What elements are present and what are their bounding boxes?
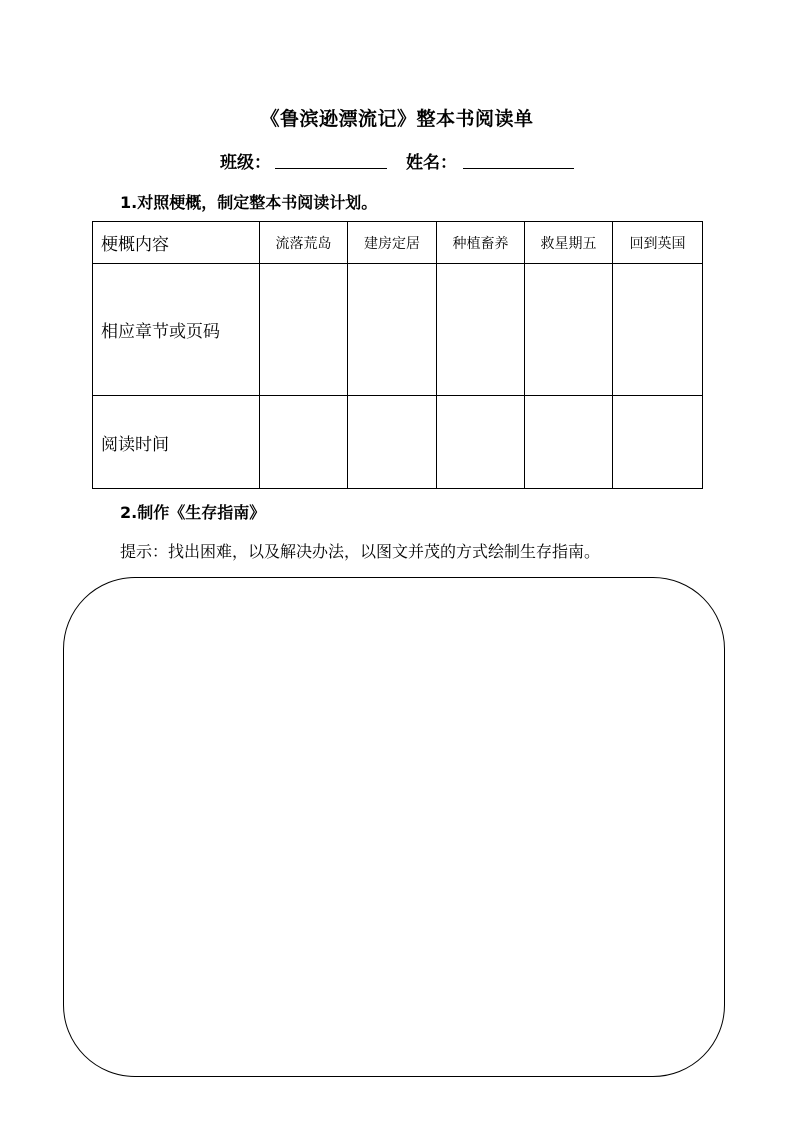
student-info-row	[0, 148, 794, 172]
chapter-cell[interactable]	[260, 264, 348, 396]
class-label: 班级：	[220, 153, 271, 173]
name-field[interactable]	[463, 168, 574, 169]
hint-text: 提示：找出困难，以及解决办法，以图文并茂的方式绘制生存指南。	[120, 542, 601, 561]
column-header: 救星期五	[525, 222, 613, 264]
survival-guide-drawing-area[interactable]	[63, 577, 725, 1077]
section-1-heading: 1.对照梗概，制定整本书阅读计划。	[120, 193, 378, 212]
reading-time-cell[interactable]	[348, 396, 437, 489]
table-header-row	[93, 222, 703, 264]
reading-time-cell[interactable]	[525, 396, 613, 489]
chapter-cell[interactable]	[613, 264, 703, 396]
reading-time-cell[interactable]	[437, 396, 525, 489]
page-title: 《鲁滨逊漂流记》整本书阅读单	[260, 108, 534, 130]
column-header: 回到英国	[613, 222, 703, 264]
reading-time-cell[interactable]	[613, 396, 703, 489]
class-field[interactable]	[275, 168, 387, 169]
header-label-cell: 梗概内容	[93, 222, 260, 264]
reading-time-cell[interactable]	[260, 396, 348, 489]
chapter-cell[interactable]	[525, 264, 613, 396]
name-label: 姓名：	[406, 153, 457, 173]
column-header: 流落荒岛	[260, 222, 348, 264]
row-label-chapters: 相应章节或页码	[93, 264, 260, 396]
chapter-cell[interactable]	[348, 264, 437, 396]
column-header: 种植畜养	[437, 222, 525, 264]
section-2-heading: 2.制作《生存指南》	[120, 503, 266, 522]
reading-plan-table	[92, 221, 703, 489]
table-row	[93, 396, 703, 489]
table-row	[93, 264, 703, 396]
row-label-reading-time: 阅读时间	[93, 396, 260, 489]
chapter-cell[interactable]	[437, 264, 525, 396]
column-header: 建房定居	[348, 222, 437, 264]
